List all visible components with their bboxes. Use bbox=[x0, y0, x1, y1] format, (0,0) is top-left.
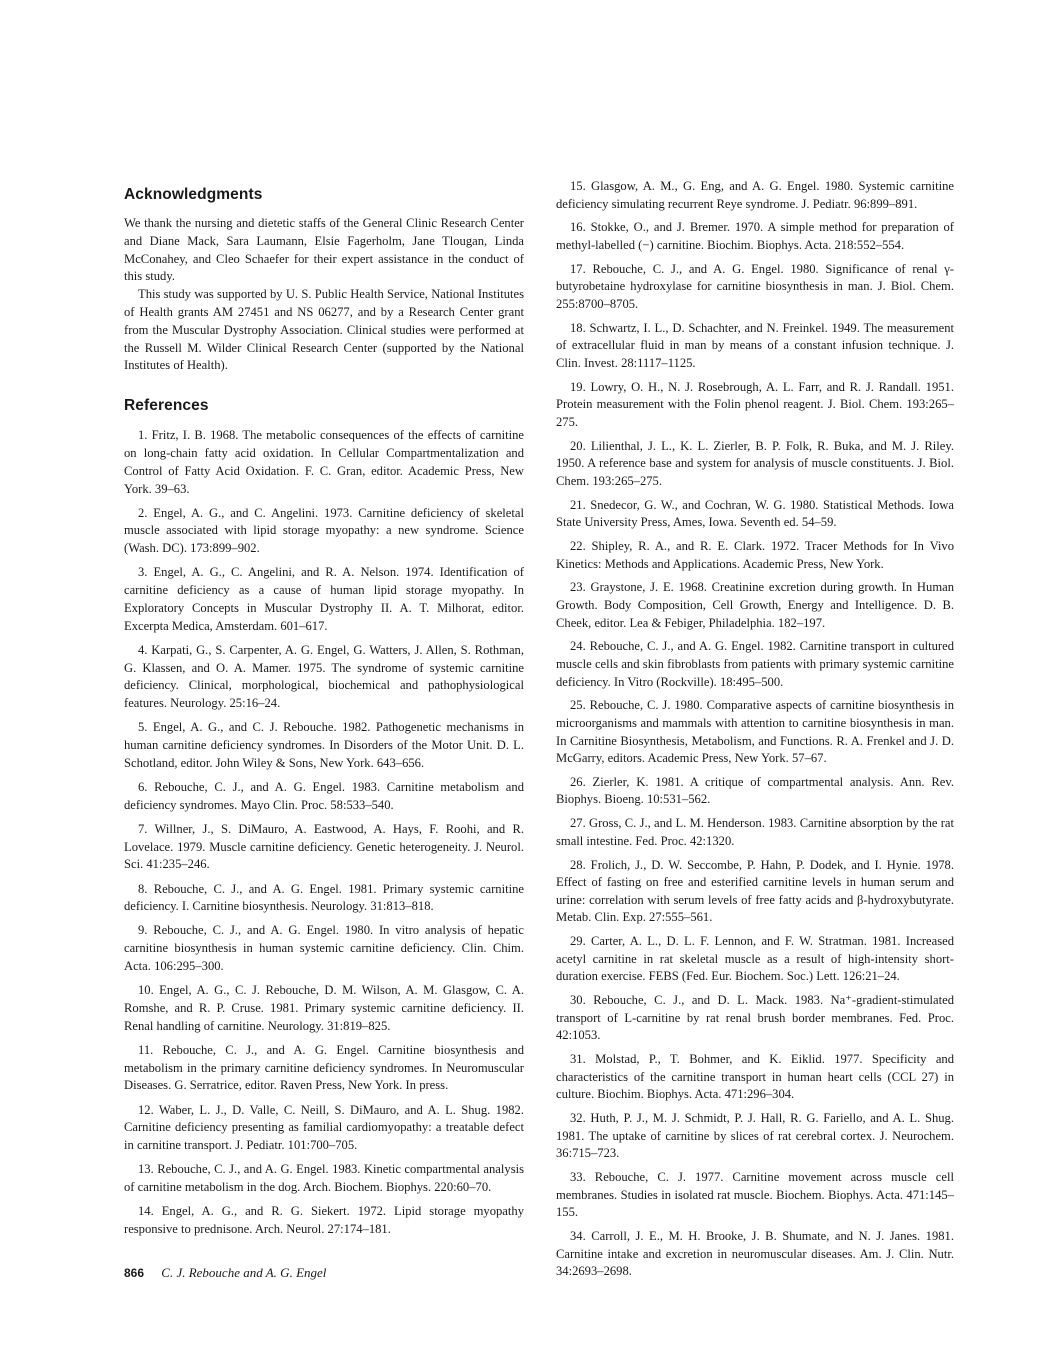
reference-item: 21. Snedecor, G. W., and Cochran, W. G. 1980. Statistical Methods. Iowa State University Press, Ames, Iowa. Seventh ed. 54–59. bbox=[556, 497, 954, 530]
reference-item: 2. Engel, A. G., and C. Angelini. 1973. Carnitine deficiency of skeletal muscle associated with lipid storage myopathy: a new syndrome. Science (Wash. DC). 173:899–902. bbox=[124, 505, 524, 556]
reference-item: 8. Rebouche, C. J., and A. G. Engel. 1981. Primary systemic carnitine deficiency. I. Carnitine biosynthesis. Neurology. 31:813–818. bbox=[124, 881, 524, 914]
reference-item: 15. Glasgow, A. M., G. Eng, and A. G. Engel. 1980. Systemic carnitine deficiency simulating recurrent Reye syndrome. J. Pediatr. 96:899–891. bbox=[556, 179, 954, 211]
reference-item: 25. Rebouche, C. J. 1980. Comparative aspects of carnitine biosynthesis in microorganisms and mammals with attention to carnitine biosynthesis in man. In Carnitine Biosynthesis, Metabolism, and Functions. R. A. Frenkel and J. D. McGarry, editors. Academic Press, New York. 57–67. bbox=[556, 698, 954, 766]
reference-item: 26. Zierler, K. 1981. A critique of compartmental analysis. Ann. Rev. Biophys. Bioeng. 10:531–562. bbox=[556, 774, 954, 807]
reference-list-right bbox=[556, 178, 954, 1281]
left-column bbox=[124, 186, 524, 1245]
reference-item: 7. Willner, J., S. DiMauro, A. Eastwood, A. Hays, F. Roohi, and R. Lovelace. 1979. Muscle carnitine deficiency. Genetic heterogeneity. J. Neurol. Sci. 41:235–246. bbox=[124, 821, 524, 872]
reference-item: 16. Stokke, O., and J. Bremer. 1970. A simple method for preparation of methyl-labelled (−) carnitine. Biochim. Biophys. Acta. 218:552–554. bbox=[556, 220, 954, 252]
reference-item: 12. Waber, L. J., D. Valle, C. Neill, S. DiMauro, and A. L. Shug. 1982. Carnitine deficiency presenting as familial cardiomyopathy: a treatable defect in carnitine transport. J. Pediatr. 101:700–705. bbox=[124, 1102, 524, 1153]
reference-item: 34. Carroll, J. E., M. H. Brooke, J. B. Shumate, and N. J. Janes. 1981. Carnitine intake and excretion in neuromuscular diseases. Am. J. Clin. Nutr. 34:2693–2698. bbox=[556, 1229, 954, 1279]
reference-item: 13. Rebouche, C. J., and A. G. Engel. 1983. Kinetic compartmental analysis of carnitine metabolism in the dog. Arch. Biochem. Biophys. 220:60–70. bbox=[124, 1162, 524, 1195]
reference-item: 27. Gross, C. J., and L. M. Henderson. 1983. Carnitine absorption by the rat small intestine. Fed. Proc. 42:1320. bbox=[556, 816, 954, 848]
reference-item: 28. Frolich, J., D. W. Seccombe, P. Hahn, P. Dodek, and I. Hynie. 1978. Effect of fasting on free and esterified carnitine levels in human serum and urine: correlation with serum levels of free fatty acids and β-hydroxybutyrate. Metab. Clin. Exp. 27:555–561. bbox=[556, 857, 954, 925]
reference-item: 14. Engel, A. G., and R. G. Siekert. 1972. Lipid storage myopathy responsive to prednisone. Arch. Neurol. 27:174–181. bbox=[124, 1204, 524, 1236]
reference-item: 19. Lowry, O. H., N. J. Rosebrough, A. L. Farr, and R. J. Randall. 1951. Protein measurement with the Folin phenol reagent. J. Biol. Chem. 193:265–275. bbox=[556, 379, 954, 429]
reference-item: 4. Karpati, G., S. Carpenter, A. G. Engel, G. Watters, J. Allen, S. Rothman, G. Klassen, and O. A. Mamer. 1975. The syndrome of systemic carnitine deficiency. Clinical, morphological, biochemical and pathophysiological features. Neurology. 25:16–24. bbox=[124, 642, 524, 711]
reference-item: 20. Lilienthal, J. L., K. L. Zierler, B. P. Folk, R. Buka, and M. J. Riley. 1950. A reference base and system for analysis of muscle constituents. J. Biol. Chem. 193:265–275. bbox=[556, 438, 954, 488]
references-heading: References bbox=[124, 397, 209, 415]
reference-item: 18. Schwartz, I. L., D. Schachter, and N. Freinkel. 1949. The measurement of extracellular fluid in man by means of a constant infusion technique. J. Clin. Invest. 28:1117–1125. bbox=[556, 320, 954, 370]
acknowledgments-heading: Acknowledgments bbox=[124, 186, 263, 203]
reference-list-left bbox=[124, 427, 524, 1239]
reference-item: 30. Rebouche, C. J., and D. L. Mack. 1983. Na⁺-gradient-stimulated transport of L-carnitine by rat renal brush border membranes. Fed. Proc. 42:1053. bbox=[556, 993, 954, 1043]
acknowledgments-paragraph: We thank the nursing and dietetic staffs of the General Clinic Research Center and Diane Mack, Sara Laumann, Elsie Fagerholm, Jane Tlougan, Linda McConahey, and Cleo Schaefer for their expert assistance in the conduct of this study. bbox=[124, 216, 524, 284]
reference-item: 3. Engel, A. G., C. Angelini, and R. A. Nelson. 1974. Identification of carnitine deficiency as a cause of human lipid storage myopathy. In Exploratory Concepts in Muscular Dystrophy II. A. T. Milhorat, editor. Excerpta Medica, Amsterdam. 601–617. bbox=[124, 565, 524, 633]
page-number: 866 bbox=[124, 1266, 145, 1280]
reference-item: 22. Shipley, R. A., and R. E. Clark. 1972. Tracer Methods for In Vivo Kinetics: Methods and Applications. Academic Press, New York. bbox=[556, 539, 954, 571]
reference-item: 33. Rebouche, C. J. 1977. Carnitine movement across muscle cell membranes. Studies in isolated rat muscle. Biochem. Biophys. Acta. 471:145–155. bbox=[556, 1170, 954, 1220]
reference-item: 29. Carter, A. L., D. L. F. Lennon, and F. W. Stratman. 1981. Increased acetyl carnitine in rat skeletal muscle as a result of high-intensity short-duration exercise. FEBS (Fed. Eur. Biochem. Soc.) Lett. 126:21–24. bbox=[556, 934, 954, 984]
reference-item: 24. Rebouche, C. J., and A. G. Engel. 1982. Carnitine transport in cultured muscle cells and skin fibroblasts from patients with primary systemic carnitine deficiency. In Vitro (Rockville). 18:495–500. bbox=[556, 639, 954, 689]
reference-item: 32. Huth, P. J., M. J. Schmidt, P. J. Hall, R. G. Fariello, and A. L. Shug. 1981. The uptake of carnitine by slices of rat cerebral cortex. J. Neurochem. 36:715–723. bbox=[556, 1111, 954, 1161]
reference-item: 31. Molstad, P., T. Bohmer, and K. Eiklid. 1977. Specificity and characteristics of the carnitine transport in human heart cells (CCL 27) in culture. Biochim. Biophys. Acta. 471:296–304. bbox=[556, 1052, 954, 1102]
reference-item: 10. Engel, A. G., C. J. Rebouche, D. M. Wilson, A. M. Glasgow, C. A. Romshe, and R. P. Cruse. 1981. Primary systemic carnitine deficiency. II. Renal handling of carnitine. Neurology. 31:819–825. bbox=[124, 983, 524, 1033]
reference-item: 1. Fritz, I. B. 1968. The metabolic consequences of the effects of carnitine on long-chain fatty acid oxidation. In Cellular Compartmentalization and Control of Fatty Acid Oxidation. F. C. Gran, editor. Academic Press, New York. 39–63. bbox=[124, 428, 524, 496]
reference-item: 6. Rebouche, C. J., and A. G. Engel. 1983. Carnitine metabolism and deficiency syndromes. Mayo Clin. Proc. 58:533–540. bbox=[124, 780, 524, 812]
reference-item: 11. Rebouche, C. J., and A. G. Engel. Carnitine biosynthesis and metabolism in the primary carnitine deficiency syndromes. In Neuromuscular Diseases. G. Serratrice, editor. Raven Press, New York. In press. bbox=[124, 1042, 524, 1093]
reference-item: 17. Rebouche, C. J., and A. G. Engel. 1980. Significance of renal γ-butyrobetaine hydroxylase for carnitine biosynthesis in man. J. Biol. Chem. 255:8700–8705. bbox=[556, 261, 954, 311]
right-column bbox=[556, 178, 954, 1287]
acknowledgments-paragraph: This study was supported by U. S. Public Health Service, National Institutes of Health grants AM 27451 and NS 06277, and by a Research Center grant from the Muscular Dystrophy Association. Clinical studies were performed at the Russell M. Wilder Clinical Research Center (supported by the National Institutes of Health). bbox=[124, 287, 524, 373]
reference-item: 5. Engel, A. G., and C. J. Rebouche. 1982. Pathogenetic mechanisms in human carnitine deficiency syndromes. In Disorders of the Motor Unit. D. L. Schotland, editor. John Wiley & Sons, New York. 643–656. bbox=[124, 720, 524, 770]
reference-item: 9. Rebouche, C. J., and A. G. Engel. 1980. In vitro analysis of hepatic carnitine biosynthesis in human systemic carnitine deficiency. Clin. Chim. Acta. 106:295–300. bbox=[124, 923, 524, 974]
running-footer-authors: C. J. Rebouche and A. G. Engel bbox=[161, 1265, 327, 1280]
page-footer bbox=[124, 1265, 326, 1281]
reference-item: 23. Graystone, J. E. 1968. Creatinine excretion during growth. In Human Growth. Body Composition, Cell Growth, Energy and Intelligence. D. B. Cheek, editor. Lea & Febiger, Philadelphia. 182–197. bbox=[556, 580, 954, 630]
